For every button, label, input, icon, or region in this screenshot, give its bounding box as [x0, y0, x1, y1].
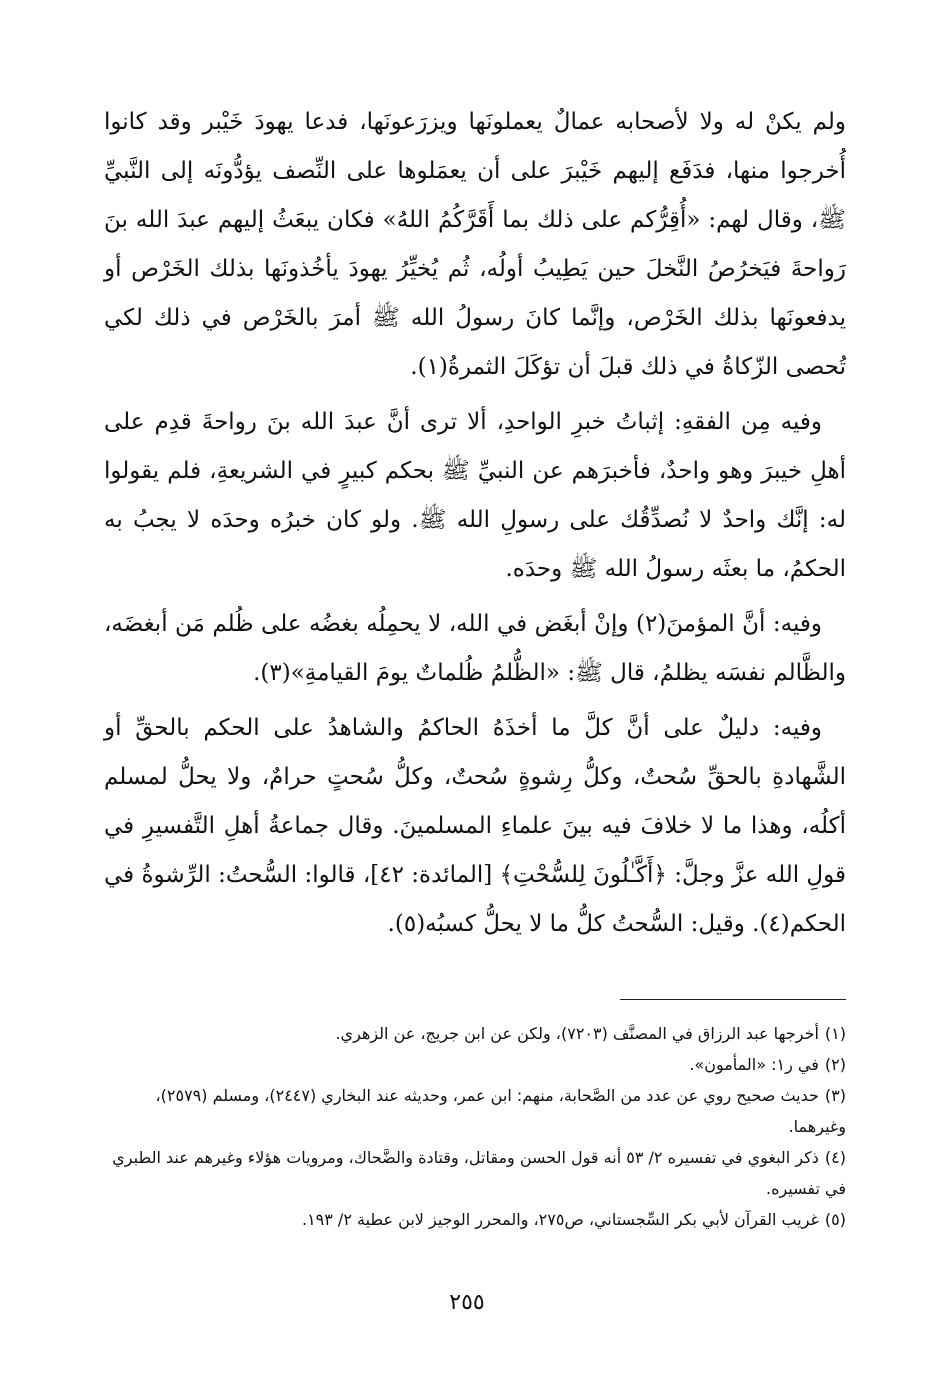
footnote-separator	[620, 999, 846, 1000]
footnote-number: (١)	[824, 1024, 846, 1043]
footnote-5	[104, 1204, 846, 1235]
paragraph-4: وفيه: دليلٌ على أنَّ كلَّ ما أخذَهُ الحاكمُ والشاهدُ على الحكم بالحقِّ أو الشَّهادةِ بالحقِّ سُحتٌ، وكلُّ رِشوةٍ سُحتٌ، وكلُّ سُحتٍ حرامٌ، ولا يحلُّ لمسلم أكلُه، وهذا ما لا خلافَ فيه بينَ علماءِ المسلمينَ. وقال جماعةُ أهلِ التَّفسيرِ في قولِ الله عزَّ وجلَّ: ﴿أَكَّـٰلُونَ لِلسُّحْتِ﴾ [المائدة: ٤٢]، قالوا: السُّحتُ: الرِّشوةُ في الحكم(٤). وقيل: السُّحتُ كلُّ ما لا يحلُّ كسبُه(٥).	[104, 715, 846, 937]
footnote-3	[104, 1080, 846, 1142]
paragraph-3: وفيه: أنَّ المؤمنَ(٢) وإنْ أبغَض في الله، لا يحمِلُه بغضُه على ظُلم مَن أبغضَه، والظَّالم نفسَه يظلمُ، قال ﷺ: «الظُّلمُ ظُلماتٌ يومَ القيامةِ»(٣).	[104, 611, 846, 686]
paragraph-2: وفيه مِن الفقهِ: إثباتُ خبرِ الواحدِ، ألا ترى أنَّ عبدَ الله بنَ رواحةَ قدِم على أهلِ خيبرَ وهو واحدٌ، فأخبرَهم عن النبيِّ ﷺ بحكم كبيرٍ في الشريعةِ، فلم يقولوا له: إنَّك واحدٌ لا نُصدِّقُك على رسولِ الله ﷺ. ولو كان خبرُه وحدَه لا يجبُ به الحكمُ، ما بعثَه رسولُ الله ﷺ وحدَه.	[104, 409, 846, 582]
footnote-number: (٥)	[824, 1210, 846, 1229]
footnote-text: ذكر البغوي في تفسيره ٢/ ٥٣ أنه قول الحسن ومقاتل، وقتادة والضَّحاك، ومرويات هؤلاء وغيرهم عند الطبري في تفسيره.	[112, 1148, 846, 1198]
footnote-text: في ر١: «المأمون».	[689, 1055, 819, 1074]
footnote-number: (٢)	[824, 1055, 846, 1074]
footnote-text: أخرجها عبد الرزاق في المصنَّف (٧٢٠٣)، ولكن عن ابن جريج، عن الزهري.	[335, 1024, 819, 1043]
footnote-number: (٤)	[824, 1148, 846, 1167]
footnote-text: حديث صحيح روي عن عدد من الصَّحابة، منهم: ابن عمر، وحديثه عند البخاري (٢٤٤٧)، ومسلم (٢٥٧٩)، وغيرهما.	[155, 1086, 846, 1136]
paragraph-1: ولم يكنْ له ولا لأصحابه عمالٌ يعملونَها ويزرَعونَها، فدعا يهودَ خَيْبر وقد كانوا أُخرجوا منها، فدَفَع إليهم خَيْبرَ على أن يعمَلوها على النِّصف يؤدُّونَه إلى النَّبيِّ ﷺ، وقال لهم: «أُقِرُّكم على ذلك بما أَقَرَّكُمُ اللهُ» فكان يبعَثُ إليهم عبدَ الله بنَ رَواحةَ فيَخرُصُ النَّخلَ حين يَطِيبُ أولُه، ثُم يُخيِّرُ يهودَ يأخُذونَها بذلك الخَرْص أو يدفعونَها بذلك الخَرْص، وإنَّما كانَ رسولُ الله ﷺ أمرَ بالخَرْص في ذلك لكي تُحصى الزّكاةُ في ذلك قبلَ أن تؤكَلَ الثمرةُ(١).	[104, 109, 846, 380]
footnote-2	[104, 1049, 846, 1080]
page-number: ٢٥٥	[449, 1290, 485, 1315]
footnote-text: غريب القرآن لأبي بكر السِّجستاني، ص٢٧٥، والمحرر الوجيز لابن عطية ٢/ ١٩٣.	[301, 1210, 819, 1229]
footnotes	[104, 1018, 846, 1235]
main-text	[104, 98, 846, 955]
footnote-4	[104, 1142, 846, 1204]
footnote-1	[104, 1018, 846, 1049]
footnote-number: (٣)	[824, 1086, 846, 1105]
